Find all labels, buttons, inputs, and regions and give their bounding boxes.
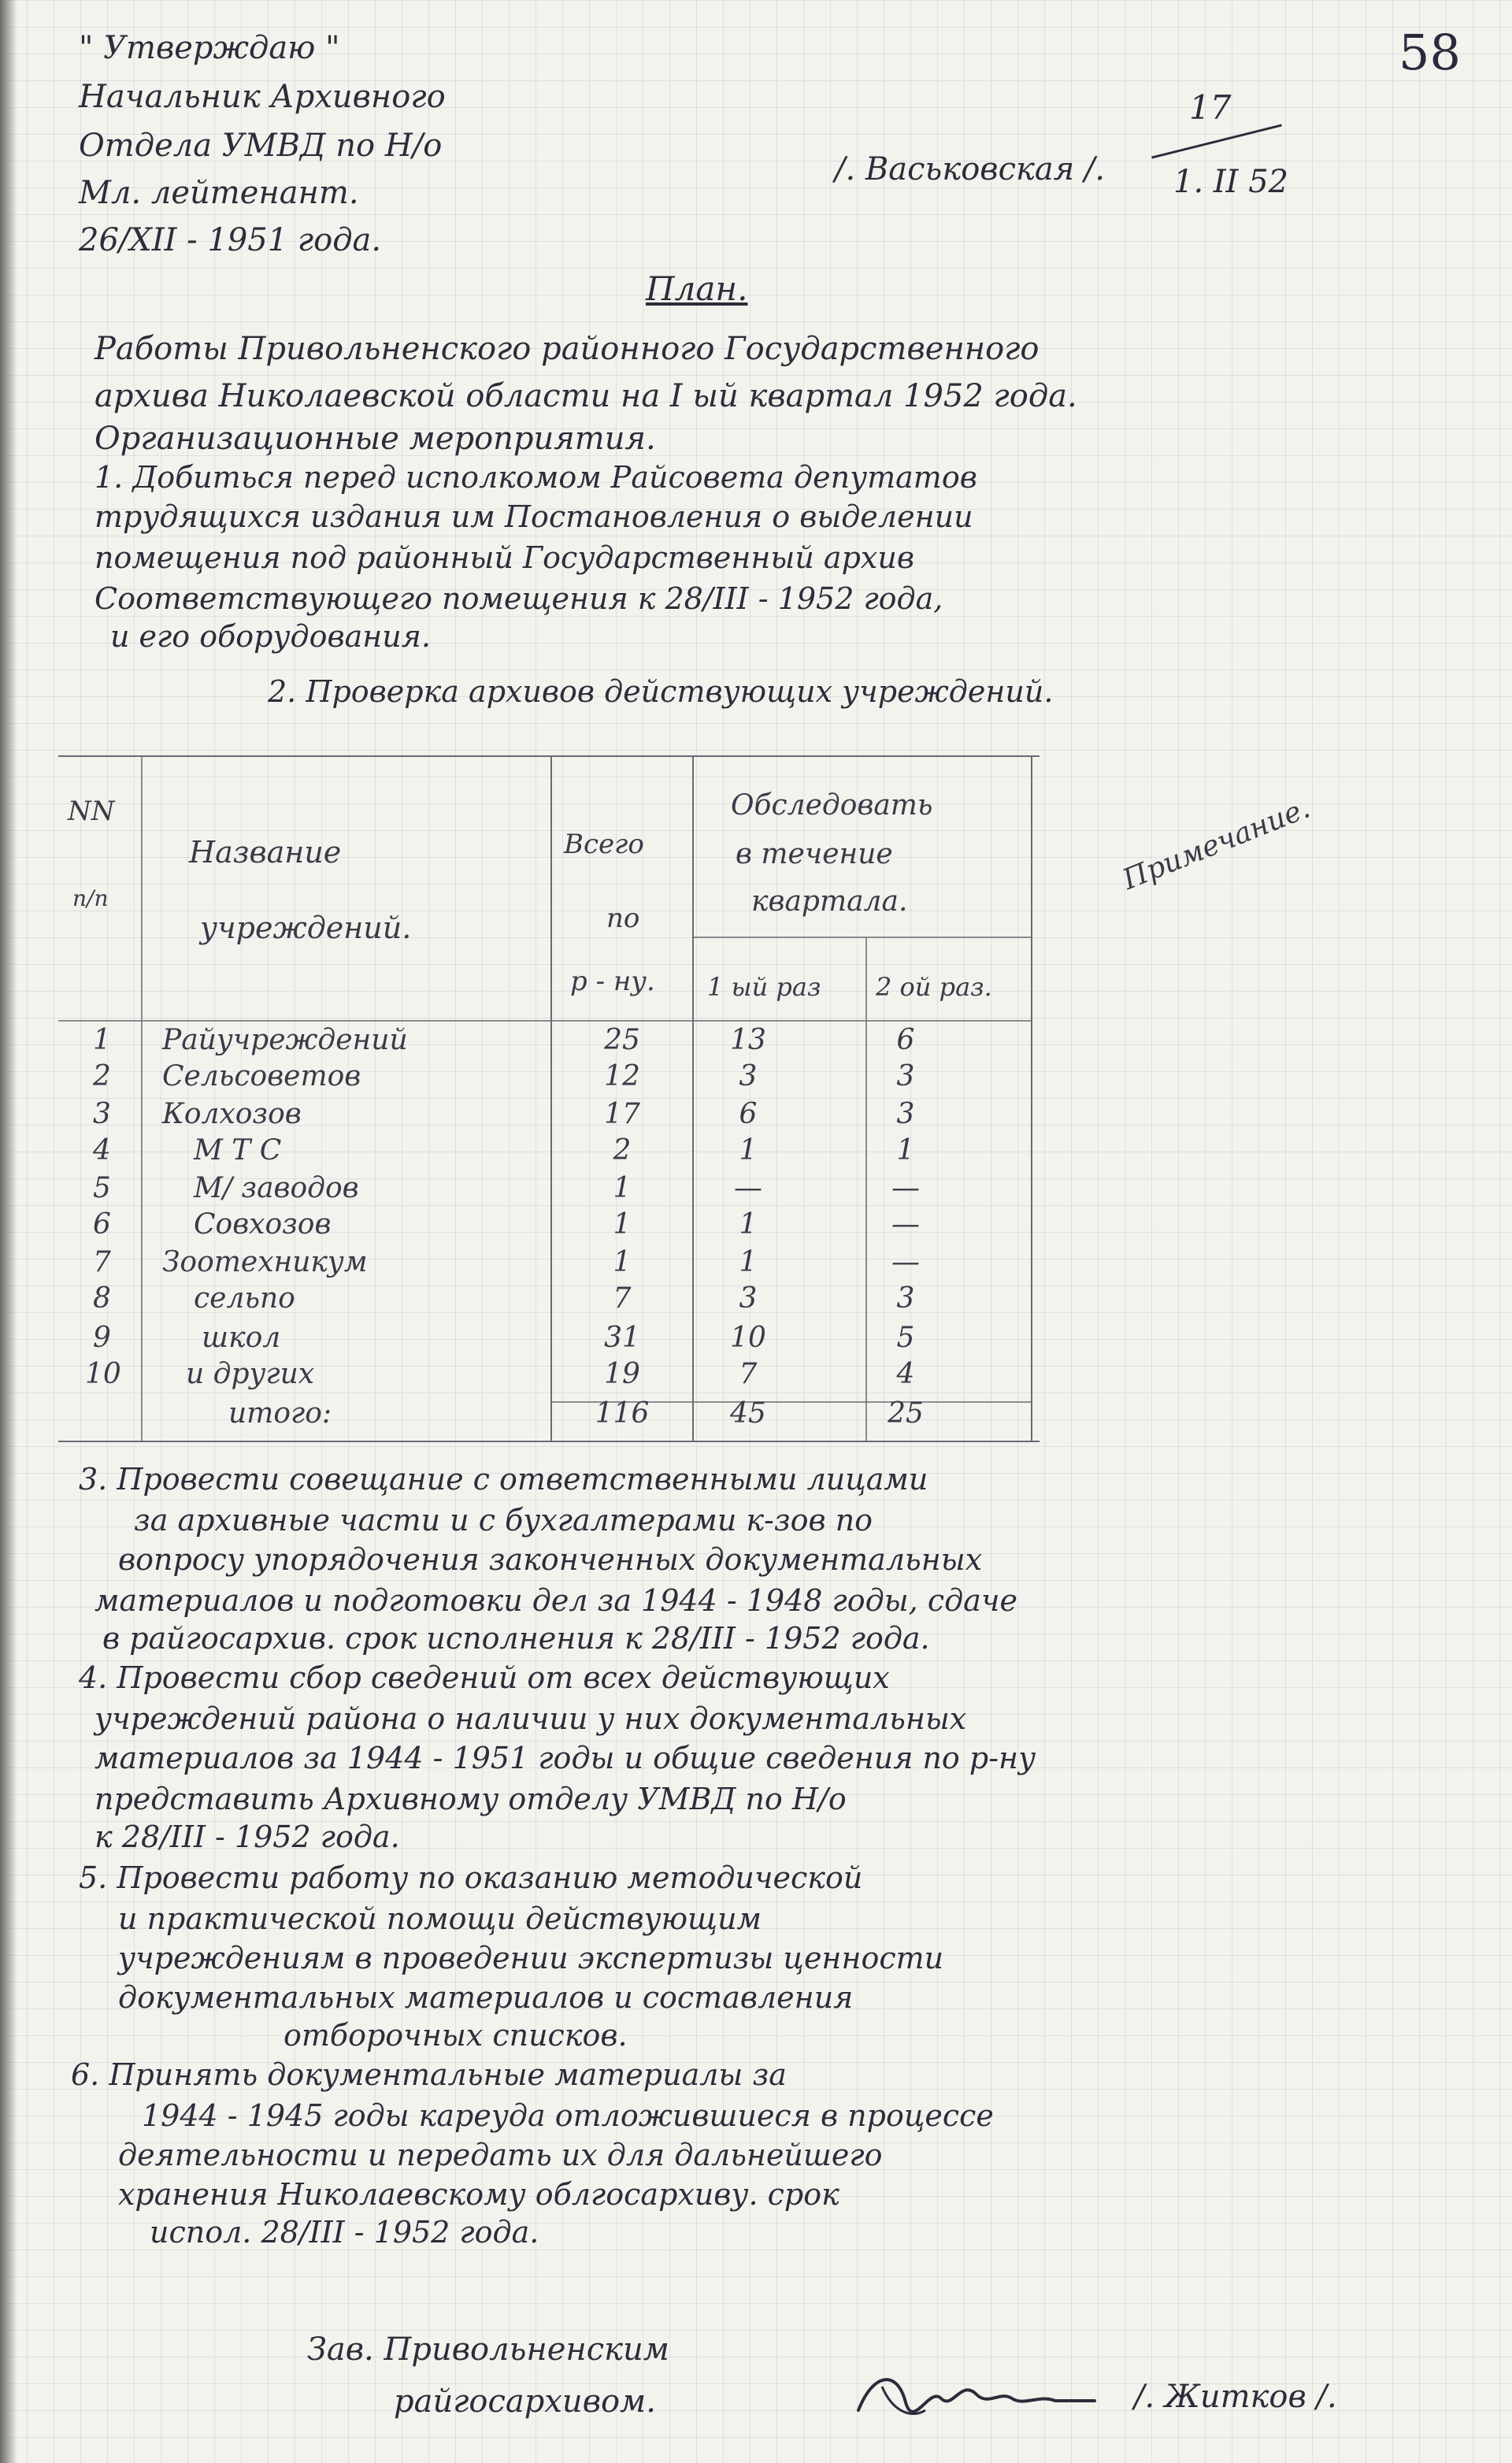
signatory-name: /. Житков /. <box>1134 2379 1337 2415</box>
header-total-line-3: р - ну. <box>570 966 655 997</box>
row-5-second: — <box>891 1172 920 1204</box>
item5-line-2: и практической помощи действующим <box>118 1901 762 1936</box>
header-survey-line-3: квартала. <box>751 885 908 918</box>
row-5-first: — <box>734 1172 762 1204</box>
approver-signature: /. Васьковская /. <box>835 151 1106 187</box>
row-1-name: Райучреждений <box>162 1024 408 1056</box>
intro-line-2: архива Николаевской области на I ый квартал 1952 года. <box>94 378 1077 414</box>
row-8-first: 3 <box>739 1282 758 1315</box>
row-7-name: Зоотехникум <box>162 1246 368 1278</box>
row-9-first: 10 <box>730 1322 766 1354</box>
item3-line-2: за архивные части и с бухгалтерами к-зов по <box>134 1503 873 1538</box>
item4-line-3: материалов за 1944 - 1951 годы и общие сведения по р-ну <box>94 1741 1036 1775</box>
item5-line-3: учреждениям в проведении экспертизы ценности <box>118 1941 944 1975</box>
item1-line-2: трудящихся издания им Постановления о выделении <box>94 499 973 534</box>
row-1-first: 13 <box>730 1024 766 1056</box>
row-4-name: М Т С <box>194 1134 282 1167</box>
row-9-name: школ <box>202 1322 281 1354</box>
item2-title: 2. Проверка архивов действующих учреждений. <box>268 674 1054 709</box>
row-7-number: 7 <box>93 1246 111 1278</box>
totals-label: итого: <box>228 1397 332 1430</box>
item4-line-1: 4. Провести сбор сведений от всех действующих <box>79 1660 890 1695</box>
handwritten-signature <box>850 2355 1110 2442</box>
header-note: Примечание. <box>1118 792 1315 897</box>
approval-line-4: Мл. лейтенант. <box>79 175 359 211</box>
row-10-second: 4 <box>896 1358 915 1390</box>
row-2-number: 2 <box>93 1060 111 1092</box>
row-8-total: 7 <box>613 1282 632 1315</box>
item4-line-2: учреждений района о наличии у них документальных <box>94 1701 967 1736</box>
footer-line-2: райгосархивом. <box>394 2383 656 2420</box>
row-8-second: 3 <box>896 1282 915 1315</box>
header-total-line-1: Всего <box>564 829 644 860</box>
totals-second: 25 <box>888 1397 924 1430</box>
header-second-time: 2 ой раз. <box>876 972 992 1002</box>
row-5-total: 1 <box>613 1172 632 1204</box>
item5-line-1: 5. Провести работу по оказанию методической <box>79 1860 863 1895</box>
row-10-name: и других <box>186 1358 315 1390</box>
item4-line-5: к 28/III - 1952 года. <box>94 1819 400 1854</box>
row-8-number: 8 <box>93 1282 111 1315</box>
header-survey-line-1: Обследовать <box>731 789 933 822</box>
row-2-total: 12 <box>604 1060 640 1092</box>
row-2-second: 3 <box>896 1060 915 1092</box>
row-4-first: 1 <box>739 1134 758 1167</box>
totals-total: 116 <box>595 1397 650 1430</box>
header-total-line-2: по <box>606 903 640 934</box>
item4-line-4: представить Архивному отделу УМВД по Н/о <box>94 1782 847 1816</box>
approval-line-2: Начальник Архивного <box>79 79 446 115</box>
document-title: План. <box>646 269 748 308</box>
approval-line-3: Отдела УМВД по Н/о <box>79 128 443 164</box>
row-6-number: 6 <box>93 1208 111 1241</box>
page-number: 58 <box>1399 24 1461 81</box>
row-2-name: Сельсоветов <box>162 1060 361 1092</box>
row-1-total: 25 <box>604 1024 640 1056</box>
row-4-number: 4 <box>93 1134 111 1167</box>
item1-line-5: и его оборудования. <box>110 619 431 654</box>
row-9-total: 31 <box>604 1322 640 1354</box>
item6-line-4: хранения Николаевскому облгосархиву. срок <box>118 2177 839 2212</box>
row-7-total: 1 <box>613 1246 632 1278</box>
row-6-first: 1 <box>739 1208 758 1241</box>
row-7-first: 1 <box>739 1246 758 1278</box>
item6-line-5: испол. 28/III - 1952 года. <box>150 2215 539 2250</box>
row-6-second: — <box>891 1208 920 1241</box>
row-4-second: 1 <box>896 1134 915 1167</box>
row-5-number: 5 <box>93 1172 111 1204</box>
item6-line-3: деятельности и передать их для дальнейшего <box>118 2138 883 2172</box>
item3-line-5: в райгосархив. срок исполнения к 28/III - 1952 года. <box>102 1621 930 1656</box>
item3-line-1: 3. Провести совещание с ответственными лицами <box>79 1462 928 1497</box>
row-6-total: 1 <box>613 1208 632 1241</box>
header-number: NN <box>68 796 115 827</box>
row-1-number: 1 <box>93 1024 111 1056</box>
row-9-number: 9 <box>93 1322 111 1354</box>
item6-line-1: 6. Принять документальные материалы за <box>71 2057 787 2092</box>
row-8-name: сельпо <box>194 1282 295 1315</box>
row-2-first: 3 <box>739 1060 758 1092</box>
totals-first: 45 <box>730 1397 766 1430</box>
row-10-number: 10 <box>85 1358 121 1390</box>
item1-line-3: помещения под районный Государственный архив <box>94 540 914 575</box>
item5-line-5: отборочных списков. <box>284 2018 628 2053</box>
item3-line-4: материалов и подготовки дел за 1944 - 1948 годы, сдаче <box>94 1583 1017 1618</box>
header-name-line-1: Название <box>189 835 342 870</box>
approval-line-5: 26/XII - 1951 года. <box>79 222 382 258</box>
row-3-total: 17 <box>604 1098 640 1130</box>
approval-line-1: " Утверждаю " <box>79 30 340 66</box>
item1-line-1: 1. Добиться перед исполкомом Райсовета депутатов <box>94 460 977 495</box>
row-5-name: М/ заводов <box>194 1172 359 1204</box>
row-10-first: 7 <box>739 1358 758 1390</box>
row-3-name: Колхозов <box>162 1098 302 1130</box>
intro-line-1: Работы Привольненского районного Государственного <box>94 331 1040 367</box>
row-3-number: 3 <box>93 1098 111 1130</box>
header-first-time: 1 ый раз <box>707 972 821 1002</box>
register-number: 17 <box>1189 88 1232 127</box>
header-name-line-2: учреждений. <box>200 911 412 945</box>
intro-line-3: Организационные мероприятия. <box>94 421 656 457</box>
row-9-second: 5 <box>896 1322 915 1354</box>
row-7-second: — <box>891 1246 920 1278</box>
row-6-name: Совхозов <box>194 1208 332 1241</box>
row-1-second: 6 <box>896 1024 915 1056</box>
header-number-sub: п/п <box>72 885 109 911</box>
row-3-first: 6 <box>739 1098 758 1130</box>
item5-line-4: документальных материалов и составления <box>118 1980 854 2015</box>
item6-line-2: 1944 - 1945 годы кареуда отложившиеся в процессе <box>142 2098 994 2133</box>
row-3-second: 3 <box>896 1098 915 1130</box>
item1-line-4: Соответствующего помещения к 28/III - 1952 года, <box>94 581 943 616</box>
row-10-total: 19 <box>604 1358 640 1390</box>
header-survey-line-2: в течение <box>736 838 893 870</box>
register-date: 1. II 52 <box>1173 164 1289 200</box>
row-4-total: 2 <box>613 1134 632 1167</box>
footer-line-1: Зав. Привольненским <box>307 2331 669 2368</box>
item3-line-3: вопросу упорядочения законченных документальных <box>118 1542 983 1577</box>
